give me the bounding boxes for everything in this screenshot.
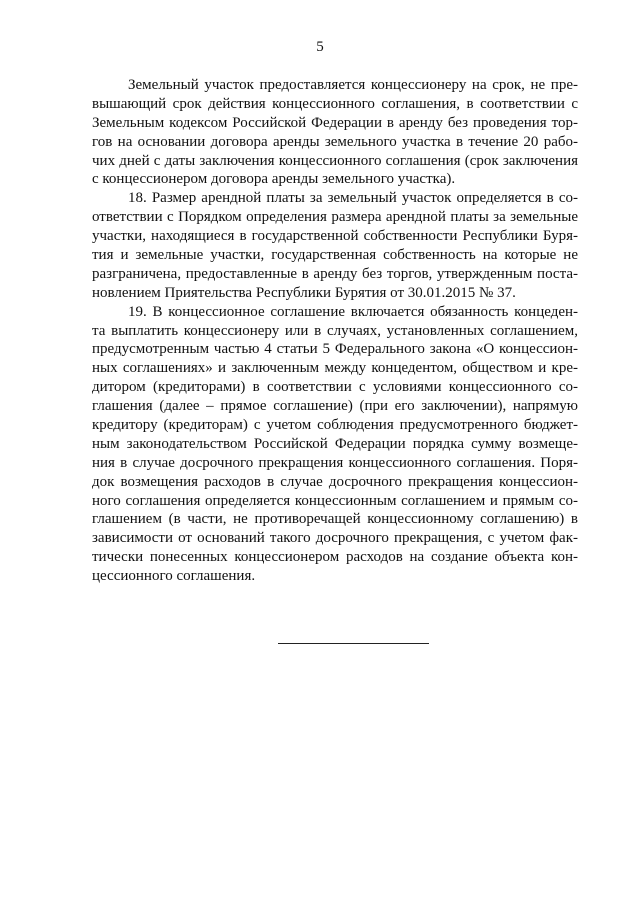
end-separator-line — [278, 643, 429, 644]
text-line: ного соглашения определяется концессионным соглашением и прямым со- — [92, 492, 578, 509]
text-line: тически понесенных концессионером расходов на создание объекта кон- — [92, 549, 578, 566]
text-line: новлением Приятельства Республики Бурятия от 30.01.2015 № 37. — [92, 284, 516, 301]
text-line: разграничена, предоставленные в аренду без торгов, утвержденным поста- — [92, 265, 578, 282]
text-line: та выплатить концессионеру или в случаях, установленных соглашением, — [92, 322, 578, 339]
text-line: вышающий срок действия концессионного соглашения, в соответствии с — [92, 95, 578, 112]
paragraph-18-rent-amount — [92, 189, 578, 302]
paragraph-19-compensation — [92, 303, 578, 586]
paragraph-land-plot-term — [92, 76, 578, 189]
text-line: зависимости от оснований такого досрочного прекращения, с учетом фак- — [92, 530, 578, 547]
document-body — [92, 76, 578, 586]
text-line: чих дней с даты заключения концессионного соглашения (срок заключения — [92, 152, 578, 169]
text-line: цессионного соглашения. — [92, 568, 256, 585]
text-line: глашения (далее – прямое соглашение) (при его заключении), напрямую — [92, 398, 578, 415]
text-line: 18. Размер арендной платы за земельный участок определяется в со- — [128, 190, 578, 207]
text-line: тия и земельные участки, государственная собственность на которые не — [92, 247, 578, 264]
text-line: ных соглашениях» и заключенным между концедентом, обществом и кре- — [92, 360, 578, 377]
text-line: с концессионером договора аренды земельного участка). — [92, 171, 456, 188]
text-line: Земельным кодексом Российской Федерации в аренду без проведения тор- — [92, 114, 578, 131]
text-line: участки, находящиеся в государственной собственности Республики Буря- — [92, 228, 578, 245]
text-line: глашением (в части, не противоречащей концессионному соглашению) в — [92, 511, 578, 528]
text-line: 19. В концессионное соглашение включается обязанность концеден- — [128, 303, 578, 320]
text-line: предусмотренным частью 4 статьи 5 Федерального закона «О концессион- — [92, 341, 578, 358]
text-line: кредитору (кредиторам) с учетом соблюдения предусмотренного бюджет- — [92, 417, 578, 434]
text-line: ным законодательством Российской Федерации порядка сумму возмеще- — [92, 435, 578, 452]
text-line: дитором (кредиторами) в соответствии с условиями концессионного со- — [92, 379, 578, 396]
text-line: гов на основании договора аренды земельного участка в течение 20 рабо- — [92, 133, 578, 150]
text-line: ответствии с Порядком определения размера арендной платы за земельные — [92, 209, 578, 226]
text-line: док возмещения расходов в случае досрочного прекращения концессион- — [92, 473, 578, 490]
text-line: Земельный участок предоставляется концессионеру на срок, не пре- — [128, 77, 578, 93]
text-line: ния в случае досрочного прекращения концессионного соглашения. Поря- — [92, 454, 578, 471]
page-number: 5 — [316, 39, 324, 55]
